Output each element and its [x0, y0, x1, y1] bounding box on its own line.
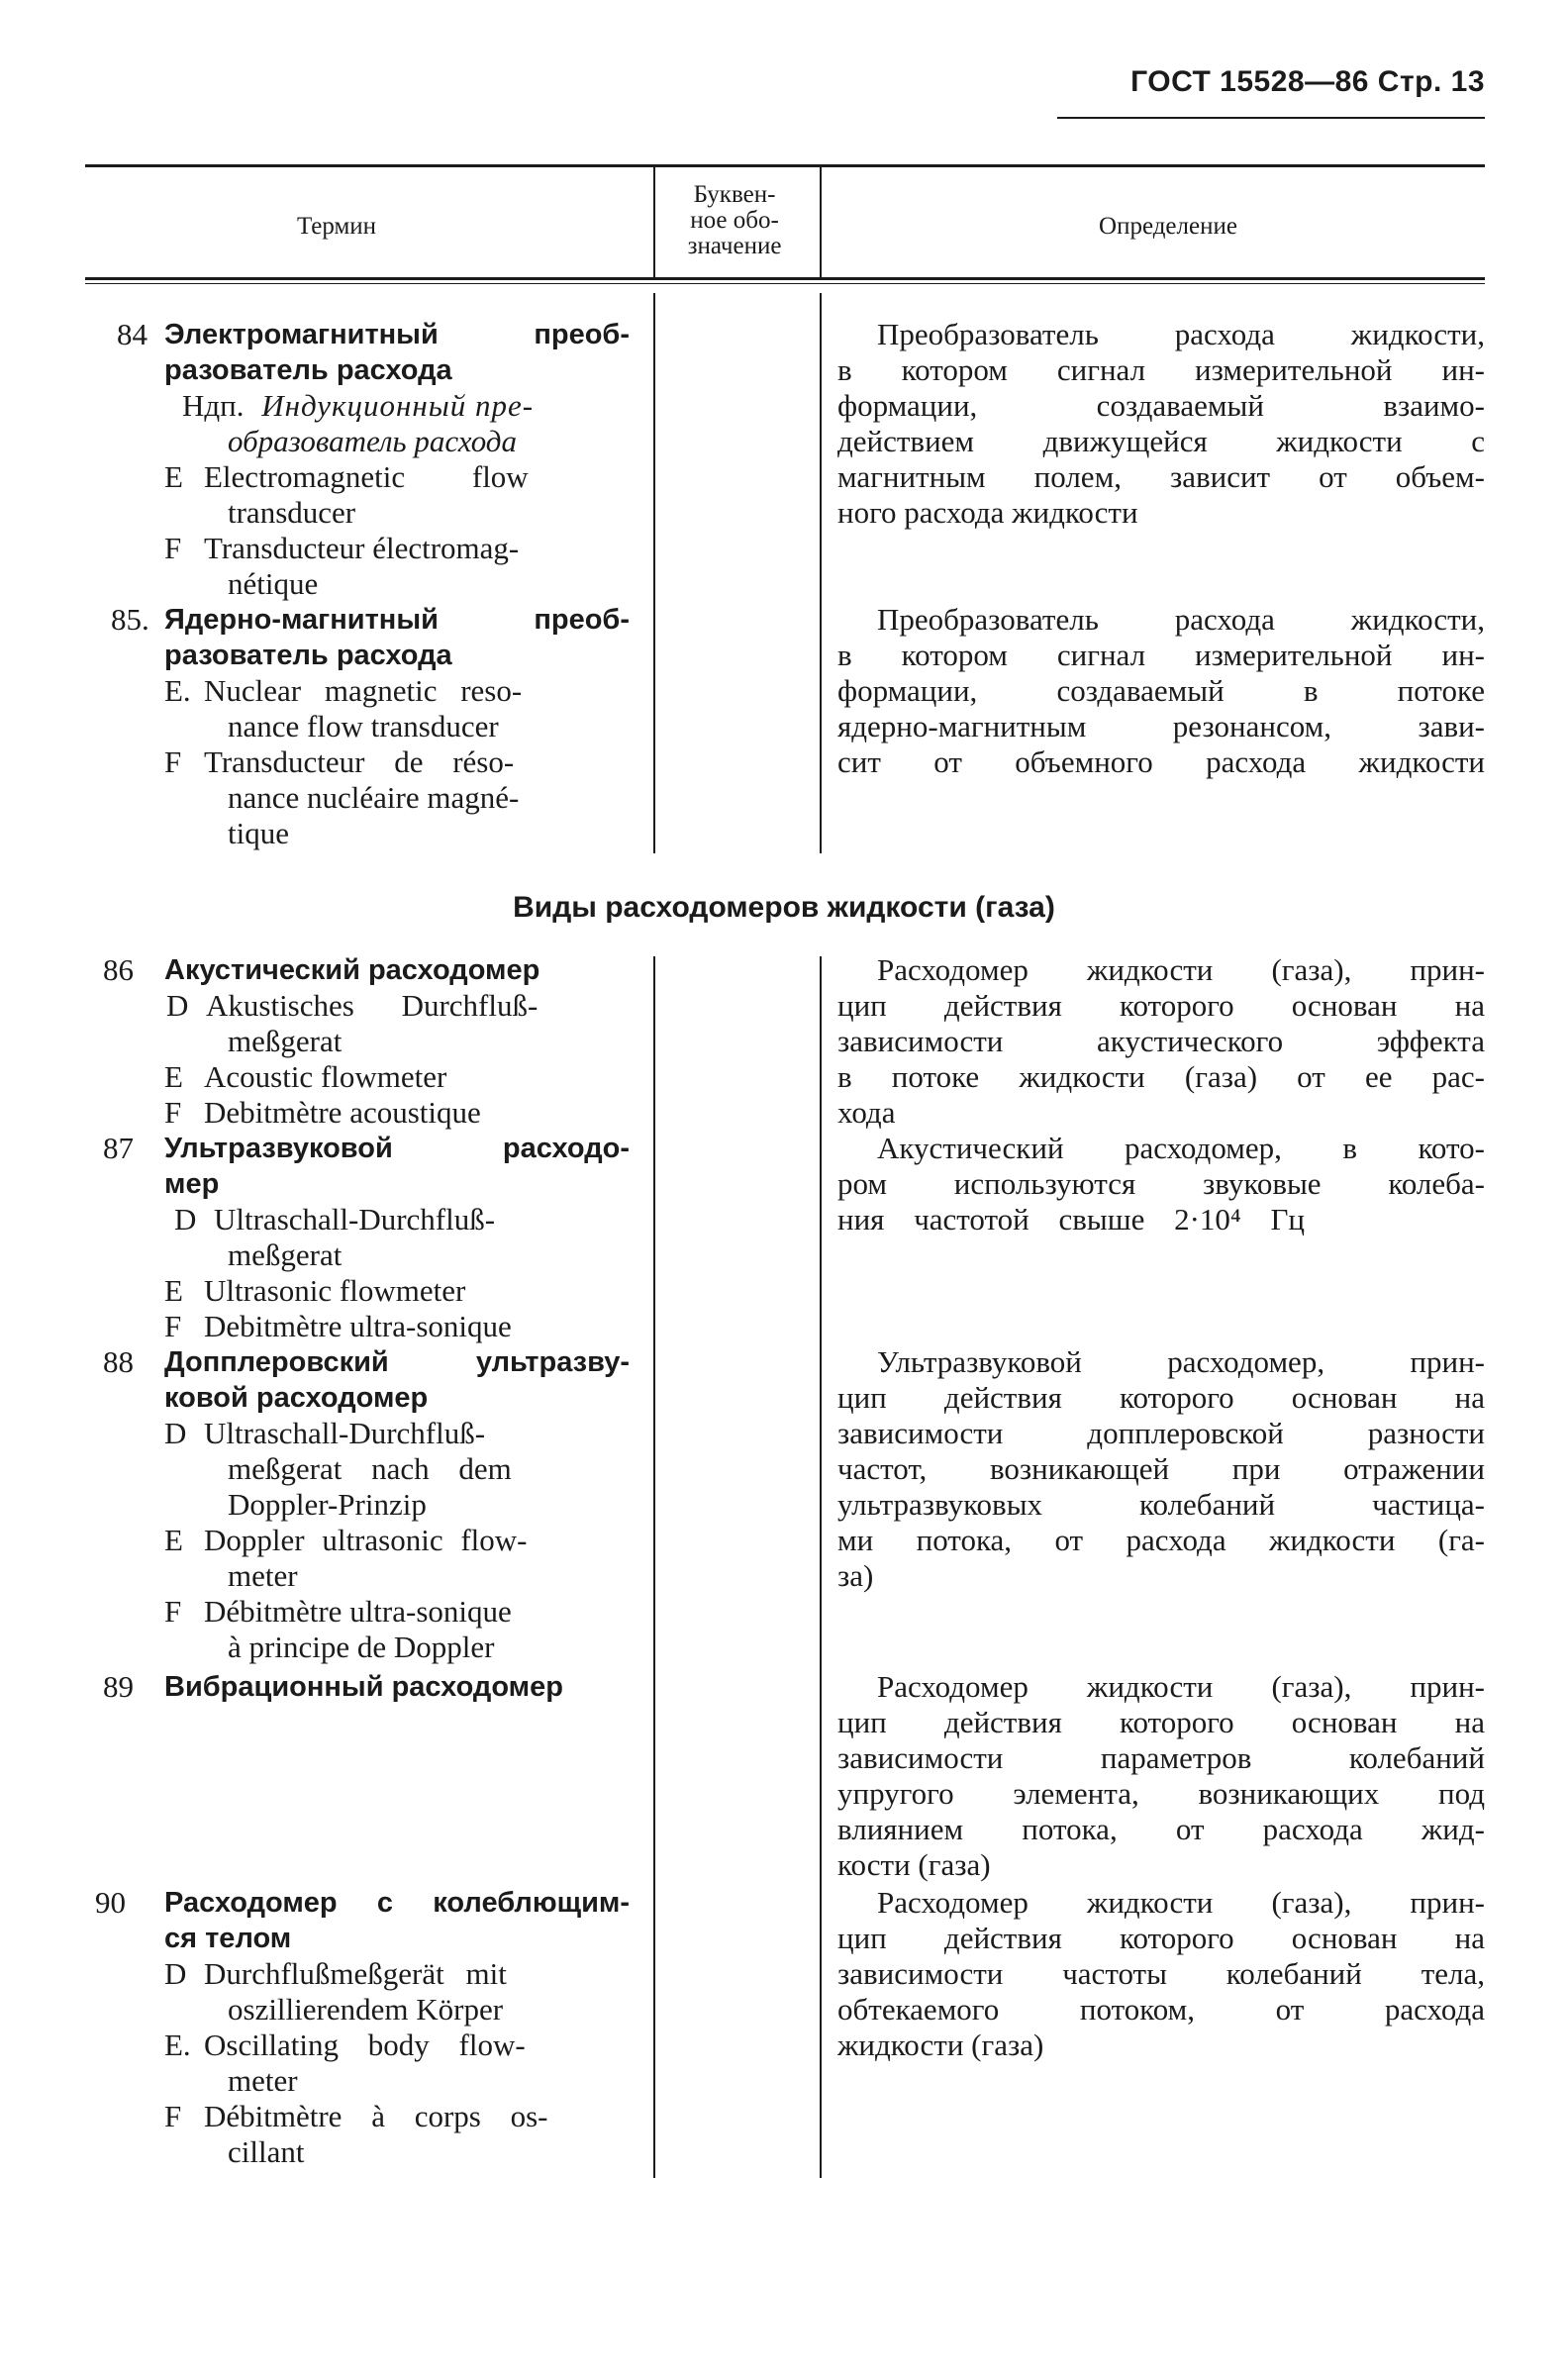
definition-line: формации, создаваемый взаимо- [837, 388, 1485, 423]
column-rule-right [820, 166, 822, 277]
translation-text: tique [228, 816, 289, 850]
translation-text: meter [228, 1558, 298, 1593]
definition-line: цип действия которого основан на [837, 1921, 1485, 1955]
entry-number: 86 [103, 952, 134, 987]
entry-term [164, 317, 630, 602]
synonym-prefix: Ндп. [182, 388, 245, 423]
running-head: ГОСТ 15528—86 Стр. 13 [1130, 65, 1485, 98]
translation-text: meßgerat [228, 1237, 343, 1272]
entry-term [164, 1885, 630, 2170]
translation-lang: E. [164, 673, 191, 708]
translation-lang: D [166, 988, 189, 1023]
entry-number: 90 [95, 1885, 126, 1920]
entry-term [164, 1344, 630, 1665]
synonym-term: образователь расхода [228, 424, 517, 458]
translation-text: transducer [228, 495, 356, 530]
translation-lang: E [164, 1523, 183, 1557]
entry-definition [837, 1669, 1485, 1883]
translation-text: Nuclear magnetic reso- [204, 673, 523, 708]
running-head-rule [1057, 117, 1485, 119]
synonym-line [164, 388, 630, 424]
translation-line [164, 2099, 630, 2134]
translation-text: oszillierendem Körper [228, 1992, 504, 2027]
translation-line [164, 1095, 630, 1131]
translation-lang: E [164, 459, 183, 494]
translation-lang: E [164, 1273, 183, 1308]
translation-text: meßgerat [228, 1024, 343, 1058]
definition-line: влиянием потока, от расхода жид- [837, 1812, 1485, 1846]
term-ru-line: ковой расходомер [164, 1382, 429, 1414]
entry-definition [837, 602, 1485, 780]
translation-lang: F [164, 744, 182, 779]
translation-text: Durchflußmeßgerät mit [204, 1956, 507, 1991]
column-header-letter-line: ное обо- [690, 207, 779, 234]
translation-lang: F [164, 531, 182, 565]
translation-text: Débitmètre à corps os- [204, 2099, 548, 2133]
column-header-letter-line: Буквен- [693, 181, 776, 208]
column-rule-left [653, 293, 655, 853]
entry-term [164, 1131, 630, 1344]
translation-text: Debitmètre acoustique [204, 1095, 481, 1130]
translation-lang: F [164, 2099, 182, 2133]
column-header-term: Термин [296, 213, 377, 240]
entry-number: 88 [103, 1344, 134, 1379]
column-rule-right [820, 956, 822, 2178]
column-rule-left [653, 166, 655, 277]
translation-line [164, 2028, 630, 2063]
entry-number: 89 [103, 1669, 134, 1704]
term-ru-line: Допплеровский ультразву- [164, 1346, 630, 1378]
term-ru-line: ся телом [164, 1923, 292, 1954]
column-header-letter-designation [655, 182, 814, 259]
definition-line: ядерно-магнитным резонансом, зави- [837, 709, 1485, 743]
translation-line [164, 744, 630, 780]
translation-lang: D [164, 1416, 187, 1450]
definition-line: формации, создаваемый в потоке [837, 673, 1485, 708]
definition-line: ром используются звуковые колеба- [837, 1166, 1485, 1201]
term-ru-line: мер [164, 1168, 220, 1200]
term-ru-line: Ультразвуковой расходо- [164, 1133, 630, 1164]
translation-text: Transducteur électromag- [204, 531, 520, 565]
translation-text: cillant [228, 2134, 305, 2169]
section-title: Виды расходомеров жидкости (газа) [513, 891, 1055, 924]
translation-line [164, 1416, 630, 1451]
translation-line [164, 1594, 630, 1630]
entry-definition [837, 1344, 1485, 1594]
entry-definition [837, 952, 1485, 1131]
translation-text: Ultraschall-Durchfluß- [204, 1416, 486, 1450]
translation-text: Doppler ultrasonic flow- [204, 1523, 528, 1557]
translation-lang: F [164, 1309, 182, 1343]
entry-definition [837, 1131, 1485, 1237]
definition-line: цип действия которого основан на [837, 988, 1485, 1023]
definition-line: Расходомер жидкости (газа), прин- [877, 1669, 1485, 1704]
definition-line: Расходомер жидкости (газа), прин- [877, 952, 1485, 987]
entry-number: 85. [111, 602, 149, 637]
definition-line: Преобразователь расхода жидкости, [877, 317, 1485, 351]
term-ru-line: разователь расхода [164, 640, 452, 671]
translation-text: Akustisches Durchfluß- [206, 988, 539, 1023]
term-ru-line: разователь расхода [164, 354, 452, 386]
translation-line [164, 459, 630, 495]
definition-line: ного расхода жидкости [837, 495, 1138, 530]
translation-text: Transducteur de réso- [204, 744, 515, 779]
entry-term [164, 952, 630, 1131]
translation-text: Doppler-Prinzip [228, 1487, 427, 1522]
definition-line: зависимости частоты колебаний тела, [837, 1956, 1485, 1991]
translation-text: Ultrasonic flowmeter [204, 1273, 466, 1308]
translation-text: à principe de Doppler [228, 1630, 495, 1664]
term-ru-line: Расходомер с колеблющим- [164, 1887, 630, 1919]
translation-text: nétique [228, 566, 319, 601]
entry-definition [837, 317, 1485, 531]
definition-line: жидкости (газа) [837, 2028, 1044, 2062]
translation-line [164, 988, 630, 1024]
definition-line: цип действия которого основан на [837, 1705, 1485, 1739]
translation-line [164, 531, 630, 566]
definition-line: магнитным полем, зависит от объем- [837, 459, 1485, 494]
definition-line: хода [837, 1095, 896, 1130]
table-header-bottom-rule-2 [85, 283, 1485, 284]
term-ru-line: Электромагнитный преоб- [164, 319, 630, 350]
translation-text: meßgerat nach dem [228, 1451, 512, 1486]
definition-line: ми потока, от расхода жидкости (га- [837, 1523, 1485, 1557]
column-header-definition: Определение [1099, 213, 1237, 240]
translation-text: meter [228, 2063, 298, 2098]
entry-definition [837, 1885, 1485, 2063]
definition-line: за) [837, 1558, 874, 1593]
definition-line: Акустический расходомер, в кото- [877, 1131, 1485, 1165]
definition-line: обтекаемого потоком, от расхода [837, 1992, 1485, 2027]
translation-lang: F [164, 1594, 182, 1629]
translation-line [164, 673, 630, 709]
translation-lang: F [164, 1095, 182, 1130]
definition-line: ультразвуковых колебаний частица- [837, 1487, 1485, 1522]
translation-lang: D [174, 1202, 197, 1236]
term-ru-line: Акустический расходомер [164, 954, 540, 986]
entry-term [164, 602, 630, 851]
term-ru-line: Вибрационный расходомер [164, 1671, 563, 1703]
definition-line: ния частотой свыше 2·10⁴ Гц [837, 1202, 1306, 1236]
definition-line: цип действия которого основан на [837, 1380, 1485, 1415]
translation-line [164, 1309, 630, 1344]
column-rule-left [653, 956, 655, 2178]
definition-line: Ультразвуковой расходомер, прин- [877, 1344, 1485, 1379]
definition-line: зависимости акустического эффекта [837, 1024, 1485, 1058]
translation-line [164, 1202, 630, 1237]
entry-number: 87 [103, 1131, 134, 1165]
definition-line: упругого элемента, возникающих под [837, 1776, 1485, 1811]
definition-line: в котором сигнал измерительной ин- [837, 638, 1485, 672]
translation-lang: E. [164, 2028, 191, 2062]
translation-text: Acoustic flowmeter [204, 1059, 447, 1094]
definition-line: Расходомер жидкости (газа), прин- [877, 1885, 1485, 1920]
table-header-bottom-rule [85, 277, 1485, 280]
translation-lang: E [164, 1059, 183, 1094]
definition-line: сит от объемного расхода жидкости [837, 744, 1485, 779]
definition-line: в потоке жидкости (газа) от ее рас- [837, 1059, 1485, 1094]
definition-line: действием движущейся жидкости с [837, 424, 1485, 458]
translation-text: Electromagnetic flow [204, 459, 529, 494]
translation-line [164, 1273, 630, 1309]
entry-number: 84 [117, 317, 147, 351]
translation-text: nance nucléaire magné- [228, 780, 520, 815]
translation-line [164, 1956, 630, 1992]
definition-line: частот, возникающей при отражении [837, 1451, 1485, 1486]
translation-text: Débitmètre ultra-sonique [204, 1594, 512, 1629]
column-rule-right [820, 293, 822, 853]
synonym-term: Индукционный пре- [261, 388, 535, 423]
translation-line [164, 1523, 630, 1558]
translation-line [164, 1059, 630, 1095]
definition-line: зависимости параметров колебаний [837, 1740, 1485, 1775]
translation-text: Debitmètre ultra-sonique [204, 1309, 512, 1343]
translation-text: Ultraschall-Durchfluß- [214, 1202, 496, 1236]
definition-line: кости (газа) [837, 1847, 991, 1882]
definition-line: в котором сигнал измерительной ин- [837, 352, 1485, 387]
translation-lang: D [164, 1956, 187, 1991]
translation-text: Oscillating body flow- [204, 2028, 526, 2062]
table-top-rule [85, 164, 1485, 167]
definition-line: зависимости допплеровской разности [837, 1416, 1485, 1450]
entry-term [164, 1669, 630, 1705]
column-header-letter-line: значение [687, 233, 782, 259]
definition-line: Преобразователь расхода жидкости, [877, 602, 1485, 637]
term-ru-line: Ядерно-магнитный преоб- [164, 604, 630, 636]
translation-text: nance flow transducer [228, 709, 499, 743]
